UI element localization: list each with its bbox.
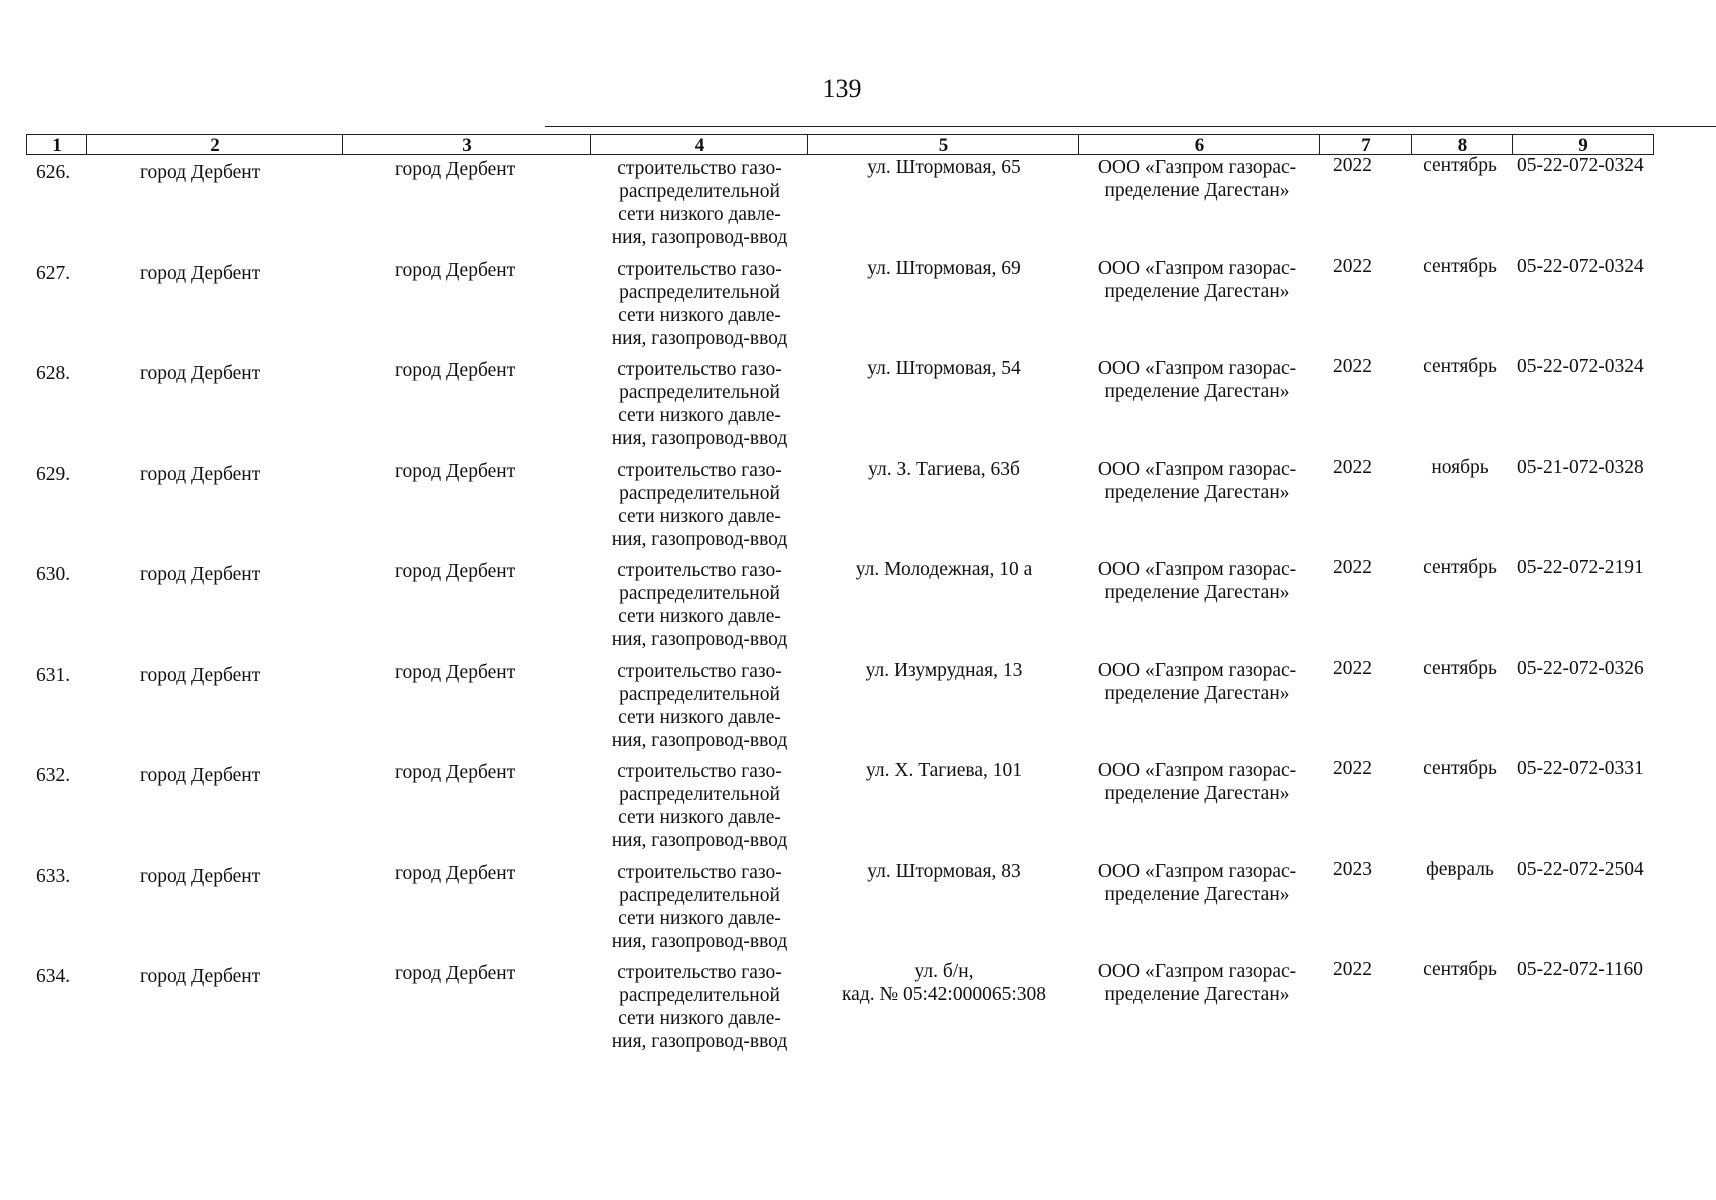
- work-description-cell: строительство газо- распределительной сети низкого давле- ния, газопровод-ввод: [611, 861, 788, 952]
- organization-cell: ООО «Газпром газорас- пределение Дагестан»: [1097, 760, 1297, 804]
- permit-code-cell: 05-21-072-0328: [1517, 456, 1644, 478]
- table-row: [0, 856, 1716, 956]
- work-description-cell: строительство газо- распределительной сети низкого давле- ния, газопровод-ввод: [611, 459, 788, 550]
- work-description-cell: строительство газо- распределительной сети низкого давле- ния, газопровод-ввод: [611, 560, 788, 650]
- row-number: 633.: [36, 865, 71, 887]
- month-cell: февраль: [1426, 858, 1494, 880]
- permit-code-cell: 05-22-072-1160: [1517, 959, 1644, 980]
- organization-cell: ООО «Газпром газорас- пределение Дагестан»: [1097, 559, 1297, 603]
- address-cell: ул. Штормовая, 83: [867, 860, 1021, 882]
- settlement-cell: город Дербент: [395, 963, 516, 984]
- row-number: 629.: [36, 463, 71, 485]
- table-row: [0, 353, 1716, 453]
- table-row: [0, 152, 1716, 252]
- district-cell: город Дербент: [140, 966, 261, 987]
- table-row: [0, 956, 1716, 1056]
- organization-cell: ООО «Газпром газорас- пределение Дагестан»: [1097, 659, 1297, 704]
- table-top-rule: [545, 126, 1716, 127]
- settlement-cell: город Дербент: [395, 762, 516, 783]
- district-cell: город Дербент: [140, 363, 261, 384]
- district-cell: город Дербент: [140, 162, 261, 183]
- district-cell: город Дербент: [140, 262, 261, 284]
- address-cell: ул. б/н, кад. № 05:42:000065:308: [842, 961, 1046, 1005]
- table-row: [0, 253, 1716, 353]
- column-header-1: 1: [26, 134, 87, 155]
- month-cell: сентябрь: [1423, 557, 1497, 578]
- address-cell: ул. З. Тагиева, 63б: [868, 458, 1020, 480]
- year-cell: 2022: [1333, 356, 1372, 377]
- permit-code-cell: 05-22-072-0326: [1517, 657, 1644, 679]
- address-cell: ул. Штормовая, 69: [867, 257, 1021, 279]
- settlement-cell: город Дербент: [395, 159, 516, 180]
- settlement-cell: город Дербент: [395, 561, 516, 582]
- table-header-row: [26, 134, 1588, 156]
- address-cell: ул. Молодежная, 10 а: [855, 559, 1033, 580]
- column-header-8: 8: [1411, 134, 1513, 155]
- table-row: [0, 755, 1716, 855]
- month-cell: сентябрь: [1423, 959, 1497, 980]
- month-cell: ноябрь: [1431, 456, 1489, 478]
- month-cell: сентябрь: [1423, 758, 1497, 779]
- table-row: [0, 454, 1716, 554]
- district-cell: город Дербент: [140, 765, 261, 786]
- year-cell: 2022: [1333, 657, 1372, 679]
- year-cell: 2023: [1333, 858, 1372, 880]
- work-description-cell: строительство газо- распределительной сети низкого давле- ния, газопровод-ввод: [611, 761, 788, 851]
- column-header-7: 7: [1319, 134, 1412, 155]
- year-cell: 2022: [1333, 155, 1372, 176]
- row-number: 630.: [36, 564, 71, 585]
- row-number: 631.: [36, 664, 71, 686]
- district-cell: город Дербент: [140, 564, 261, 585]
- organization-cell: ООО «Газпром газорас- пределение Дагестан»: [1097, 860, 1297, 905]
- row-number: 628.: [36, 363, 71, 384]
- column-header-9: 9: [1512, 134, 1654, 155]
- table-row: [0, 554, 1716, 654]
- table-row: [0, 655, 1716, 755]
- column-header-4: 4: [590, 134, 808, 155]
- year-cell: 2022: [1333, 456, 1372, 478]
- district-cell: город Дербент: [140, 865, 261, 887]
- organization-cell: ООО «Газпром газорас- пределение Дагестан»: [1097, 458, 1297, 503]
- settlement-cell: город Дербент: [395, 259, 516, 281]
- work-description-cell: строительство газо- распределительной сети низкого давле- ния, газопровод-ввод: [611, 962, 788, 1052]
- permit-code-cell: 05-22-072-0324: [1517, 356, 1644, 377]
- row-number: 627.: [36, 262, 71, 284]
- row-number: 626.: [36, 162, 71, 183]
- permit-code-cell: 05-22-072-0324: [1517, 155, 1644, 176]
- column-header-3: 3: [342, 134, 591, 155]
- year-cell: 2022: [1333, 255, 1372, 277]
- work-description-cell: строительство газо- распределительной сети низкого давле- ния, газопровод-ввод: [611, 660, 788, 751]
- address-cell: ул. Х. Тагиева, 101: [866, 760, 1022, 781]
- permit-code-cell: 05-22-072-0324: [1517, 255, 1644, 277]
- settlement-cell: город Дербент: [395, 862, 516, 884]
- permit-code-cell: 05-22-072-2191: [1517, 557, 1644, 578]
- year-cell: 2022: [1333, 557, 1372, 578]
- permit-code-cell: 05-22-072-2504: [1517, 858, 1644, 880]
- organization-cell: ООО «Газпром газорас- пределение Дагестан»: [1097, 157, 1297, 201]
- organization-cell: ООО «Газпром газорас- пределение Дагестан»: [1097, 961, 1297, 1005]
- month-cell: сентябрь: [1423, 155, 1497, 176]
- permit-code-cell: 05-22-072-0331: [1517, 758, 1644, 779]
- year-cell: 2022: [1333, 959, 1372, 980]
- work-description-cell: строительство газо- распределительной сети низкого давле- ния, газопровод-ввод: [611, 258, 788, 349]
- address-cell: ул. Изумрудная, 13: [865, 659, 1023, 681]
- month-cell: сентябрь: [1423, 255, 1497, 277]
- district-cell: город Дербент: [140, 664, 261, 686]
- year-cell: 2022: [1333, 758, 1372, 779]
- row-number: 632.: [36, 765, 71, 786]
- row-number: 634.: [36, 966, 71, 987]
- page-number: 139: [822, 74, 862, 103]
- settlement-cell: город Дербент: [395, 360, 516, 381]
- work-description-cell: строительство газо- распределительной сети низкого давле- ния, газопровод-ввод: [611, 359, 788, 449]
- work-description-cell: строительство газо- распределительной сети низкого давле- ния, газопровод-ввод: [611, 158, 788, 248]
- column-header-6: 6: [1078, 134, 1320, 155]
- column-header-5: 5: [807, 134, 1079, 155]
- month-cell: сентябрь: [1423, 657, 1497, 679]
- settlement-cell: город Дербент: [395, 661, 516, 683]
- address-cell: ул. Штормовая, 54: [867, 358, 1021, 379]
- address-cell: ул. Штормовая, 65: [867, 157, 1021, 178]
- settlement-cell: город Дербент: [395, 460, 516, 482]
- organization-cell: ООО «Газпром газорас- пределение Дагестан»: [1097, 358, 1297, 402]
- district-cell: город Дербент: [140, 463, 261, 485]
- organization-cell: ООО «Газпром газорас- пределение Дагестан»: [1097, 257, 1297, 302]
- column-header-2: 2: [86, 134, 343, 155]
- month-cell: сентябрь: [1423, 356, 1497, 377]
